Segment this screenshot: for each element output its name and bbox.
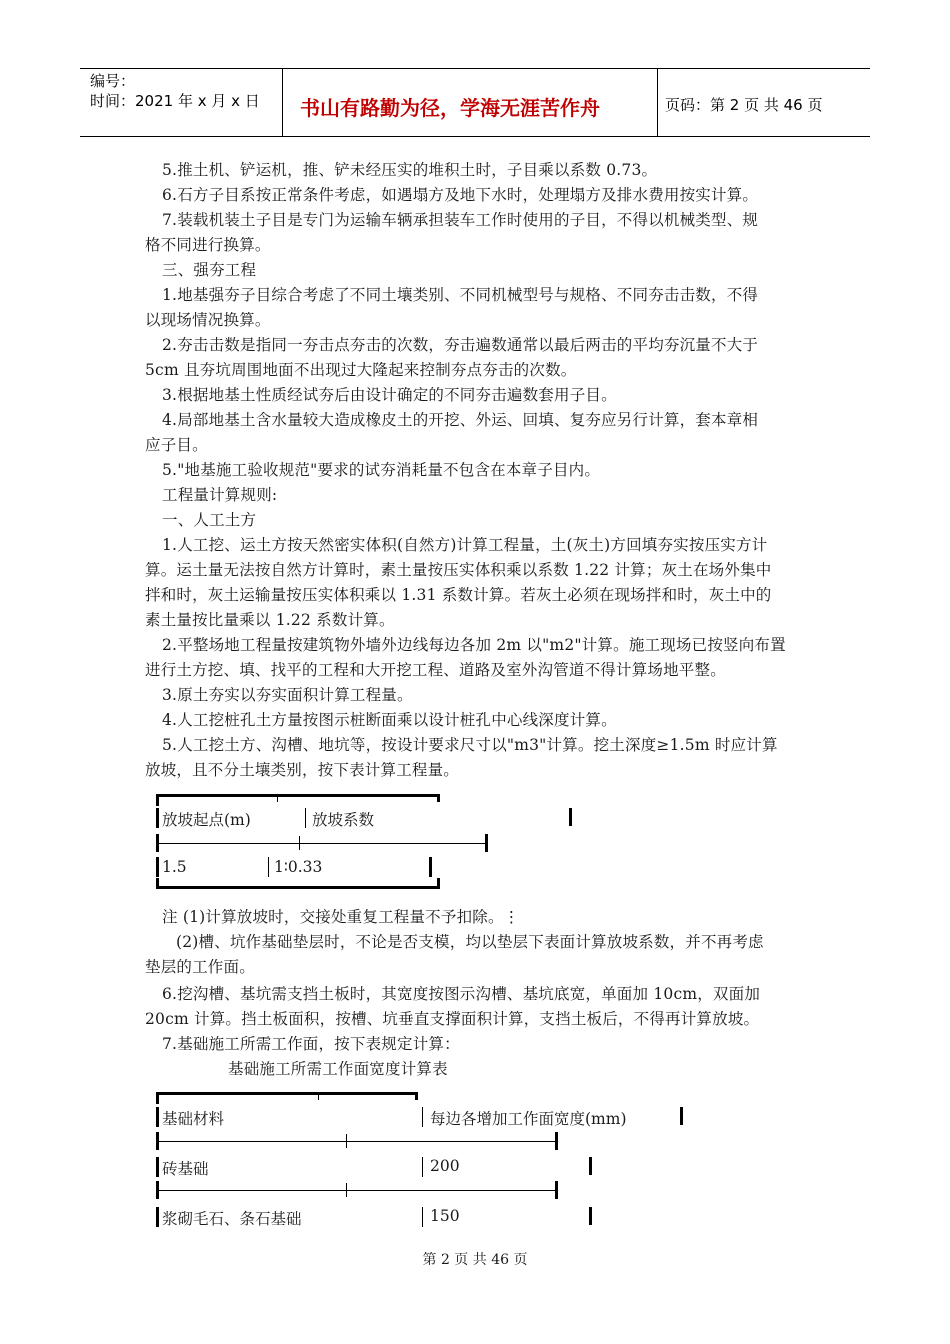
table-cell: 200 bbox=[430, 1157, 460, 1175]
note-line: (2)槽、坑作基础垫层时，不论是否支模，均以垫层下表面计算放坡系数，并不再考虑 bbox=[176, 933, 764, 951]
table-cell: 150 bbox=[430, 1207, 460, 1225]
text-line: 放坡，且不分土壤类别，按下表计算工程量。 bbox=[145, 761, 460, 779]
table-rule bbox=[156, 1190, 558, 1191]
text-line: 素土量按比量乘以 1.22 系数计算。 bbox=[145, 611, 395, 629]
page-footer: 第 2 页 共 46 页 bbox=[422, 1252, 528, 1268]
text-line: 格不同进行换算。 bbox=[145, 236, 271, 254]
table-border bbox=[415, 1092, 418, 1100]
text-line: 应子目。 bbox=[145, 436, 208, 454]
text-line: 7.装载机装土子目是专门为运输车辆承担装车工作时使用的子目，不得以机械类型、规 bbox=[162, 211, 759, 229]
table-cell: 砖基础 bbox=[162, 1160, 209, 1178]
table-rule bbox=[156, 1092, 418, 1095]
text-line: 1.人工挖、运土方按天然密实体积(自然方)计算工程量，土(灰土)方回填夯实按压实方计 bbox=[162, 536, 768, 554]
table-border bbox=[156, 878, 159, 889]
table-border bbox=[156, 834, 159, 852]
text-line: 7.基础施工所需工作面，按下表规定计算： bbox=[162, 1035, 460, 1053]
page-label: 页码：第 2 页 共 46 页 bbox=[665, 96, 823, 114]
table-border bbox=[156, 1092, 159, 1104]
table-border bbox=[156, 1107, 159, 1127]
table-divider bbox=[422, 1157, 423, 1177]
text-line: 算。运土量无法按自然方计算时，素土量按压实体积乘以系数 1.22 计算；灰土在场外集中 bbox=[145, 561, 772, 579]
table-border bbox=[555, 1132, 558, 1150]
text-line: 3.根据地基土性质经试夯后由设计确定的不同夯击遍数套用子目。 bbox=[162, 386, 617, 404]
text-line: 6.挖沟槽、基坑需支挡土板时，其宽度按图示沟槽、基坑底宽，单面加 10cm，双面加 bbox=[162, 985, 761, 1003]
header-top-rule bbox=[80, 68, 870, 69]
table-border bbox=[437, 794, 440, 802]
table-border bbox=[589, 1207, 592, 1225]
table-tick bbox=[346, 1183, 347, 1197]
text-line: 2.平整场地工程量按建筑物外墙外边线每边各加 2m 以"m2"计算。施工现场已按竖向布置 bbox=[162, 636, 786, 654]
text-line: 拌和时，灰土运输量按压实体积乘以 1.31 系数计算。若灰土必须在现场拌和时，灰土中的 bbox=[145, 586, 772, 604]
header-divider bbox=[282, 68, 283, 136]
header-divider bbox=[657, 68, 658, 136]
text-line: 5cm 且夯坑周围地面不出现过大隆起来控制夯点夯击的次数。 bbox=[145, 361, 577, 379]
table-border bbox=[569, 808, 572, 826]
table-rule bbox=[156, 794, 440, 797]
table-rule bbox=[156, 1141, 558, 1142]
text-line: 5.推土机、铲运机，推、铲未经压实的堆积土时，子目乘以系数 0.73。 bbox=[162, 161, 658, 179]
table-header-cell: 放坡起点(m) bbox=[162, 811, 251, 829]
table-border bbox=[156, 857, 159, 877]
text-line: 20cm 计算。挡土板面积，按槽、坑垂直支撑面积计算，支挡土板后，不得再计算放坡。 bbox=[145, 1010, 760, 1028]
table-border bbox=[156, 1157, 159, 1177]
text-line: 进行土方挖、填、找平的工程和大开挖工程、道路及室外沟管道不得计算场地平整。 bbox=[145, 661, 726, 679]
table-border bbox=[437, 878, 440, 889]
table-border bbox=[485, 834, 488, 852]
note-line: 垫层的工作面。 bbox=[145, 958, 255, 976]
motto: 书山有路勤为径，学海无涯苦作舟 bbox=[300, 96, 600, 120]
table-header-cell: 每边各增加工作面宽度(mm) bbox=[430, 1110, 627, 1128]
text-line: 5."地基施工验收规范"要求的试夯消耗量不包含在本章子目内。 bbox=[162, 461, 601, 479]
table-tick bbox=[277, 794, 278, 802]
table-cell: 浆砌毛石、条石基础 bbox=[162, 1210, 302, 1228]
table-divider bbox=[268, 857, 269, 877]
table-rule bbox=[156, 843, 488, 844]
text-line: 3.原土夯实以夯实面积计算工程量。 bbox=[162, 686, 413, 704]
text-line: 6.石方子目系按正常条件考虑，如遇塌方及地下水时，处理塌方及排水费用按实计算。 bbox=[162, 186, 759, 204]
section-heading: 工程量计算规则: bbox=[162, 486, 278, 504]
table-border bbox=[156, 794, 159, 806]
table-border bbox=[156, 808, 159, 828]
table-border bbox=[555, 1181, 558, 1199]
number-label: 编号： bbox=[90, 72, 136, 90]
note-line: 注 (1)计算放坡时，交接处重复工程量不予扣除。⋮ bbox=[162, 908, 520, 926]
text-line: 5.人工挖土方、沟槽、地坑等，按设计要求尺寸以"m3"计算。挖土深度≥1.5m 时应计算 bbox=[162, 736, 778, 754]
text-line: 1.地基强夯子目综合考虑了不同土壤类别、不同机械型号与规格、不同夯击击数，不得 bbox=[162, 286, 759, 304]
text-line: 4.局部地基土含水量较大造成橡皮土的开挖、外运、回填、复夯应另行计算，套本章相 bbox=[162, 411, 759, 429]
table-divider bbox=[305, 808, 306, 828]
table-header-cell: 基础材料 bbox=[162, 1110, 225, 1128]
table-header-cell: 放坡系数 bbox=[312, 811, 375, 829]
table-border bbox=[156, 1181, 159, 1199]
table-cell: 1.5 bbox=[162, 858, 187, 876]
table-rule bbox=[156, 886, 440, 889]
table-border bbox=[156, 1132, 159, 1150]
table-divider bbox=[422, 1107, 423, 1127]
table-border bbox=[680, 1107, 683, 1125]
date-label: 时间：2021 年 x 月 x 日 bbox=[90, 92, 260, 110]
table-tick bbox=[318, 1092, 319, 1100]
header-bottom-rule bbox=[80, 136, 870, 137]
table-border bbox=[589, 1157, 592, 1175]
table-cell: 1∶0.33 bbox=[274, 858, 323, 876]
text-line: 4.人工挖桩孔土方量按图示桩断面乘以设计桩孔中心线深度计算。 bbox=[162, 711, 617, 729]
table-tick bbox=[346, 1134, 347, 1148]
section-heading: 三、强夯工程 bbox=[162, 261, 257, 279]
table-divider bbox=[422, 1207, 423, 1227]
text-line: 以现场情况换算。 bbox=[145, 311, 271, 329]
table-border bbox=[429, 857, 432, 877]
table-title: 基础施工所需工作面宽度计算表 bbox=[228, 1060, 448, 1078]
table-tick bbox=[299, 836, 300, 850]
text-line: 2.夯击击数是指同一夯击点夯击的次数，夯击遍数通常以最后两击的平均夯沉量不大于 bbox=[162, 336, 759, 354]
table-border bbox=[156, 1207, 159, 1227]
section-heading: 一、人工土方 bbox=[162, 511, 257, 529]
